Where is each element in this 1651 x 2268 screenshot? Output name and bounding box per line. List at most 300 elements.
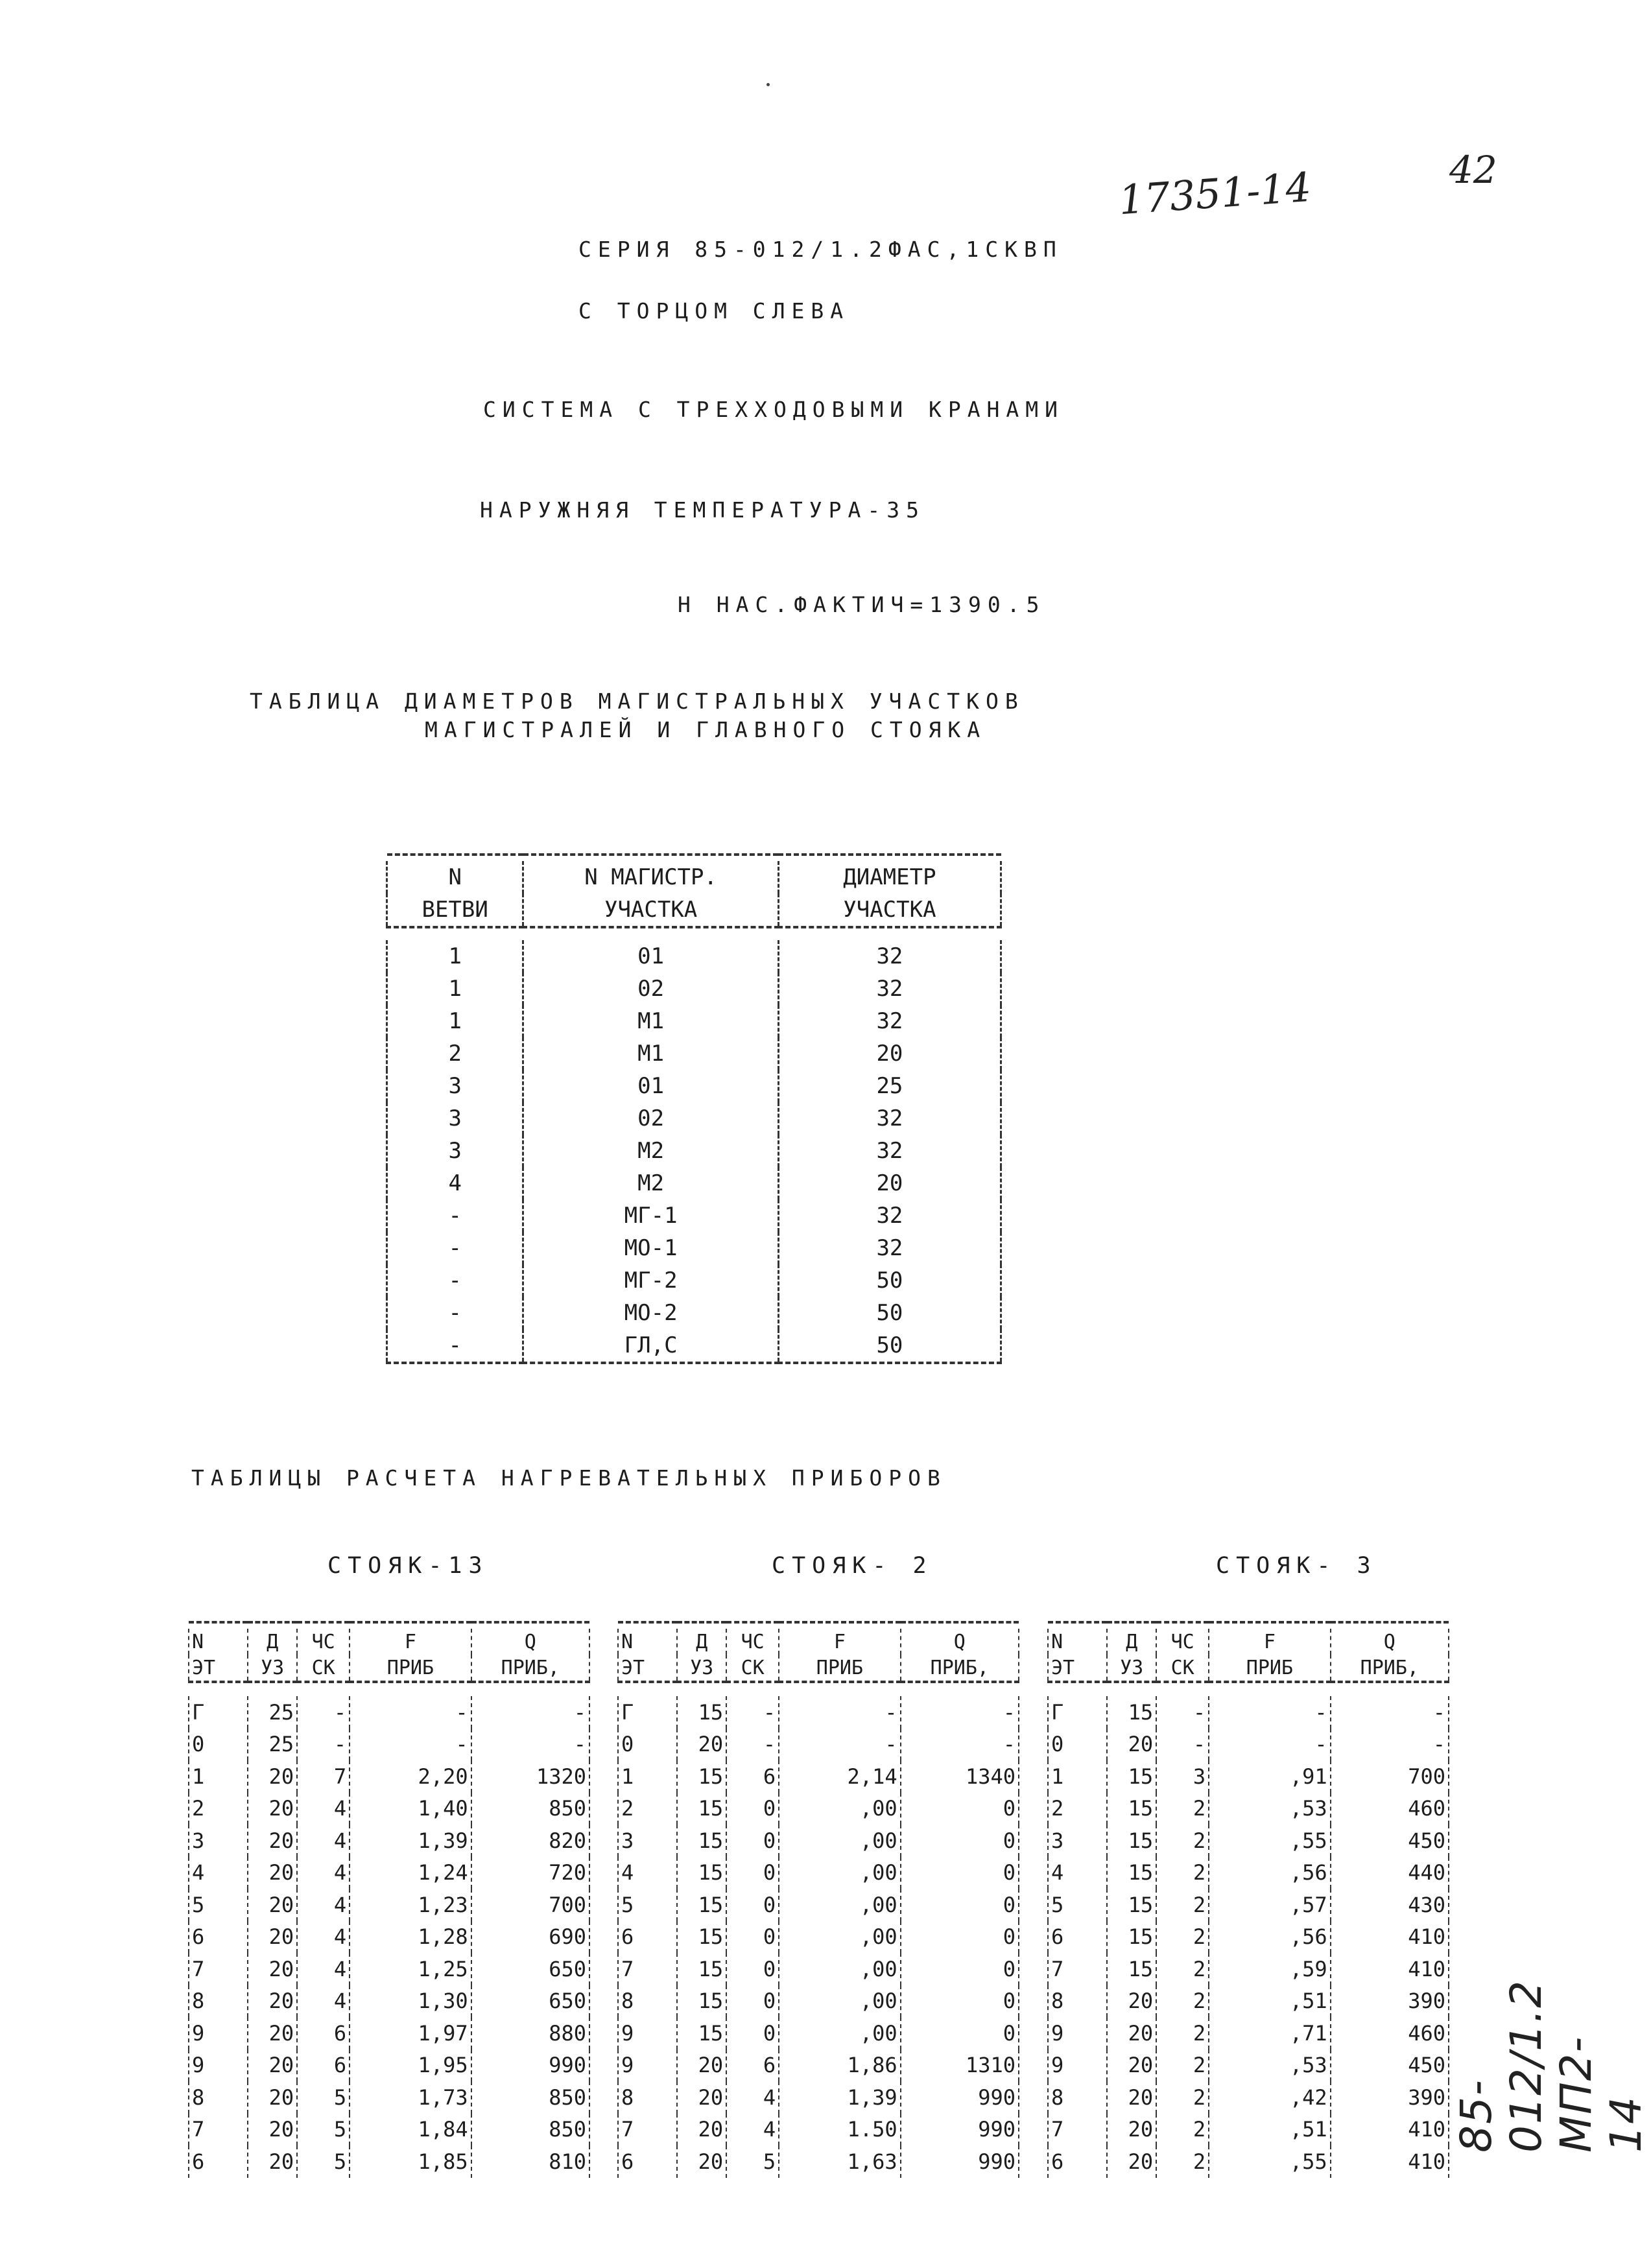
table-cell: 5 <box>189 1889 248 1921</box>
table-cell: 6 <box>189 1921 248 1954</box>
table-cell: - <box>1209 1729 1330 1761</box>
table-cell: 1.50 <box>779 2114 900 2146</box>
table-cell: 0 <box>726 1921 779 1954</box>
table-cell: 0 <box>901 1825 1019 1857</box>
table-cell: 20 <box>1107 2145 1156 2178</box>
table-cell: 6 <box>726 1760 779 1793</box>
table-cell: 9 <box>189 2017 248 2049</box>
table-cell: ,00 <box>779 1793 900 1825</box>
table-row <box>189 2145 589 2178</box>
table-cell: 8 <box>1048 2081 1107 2114</box>
table-cell: 700 <box>471 1889 589 1921</box>
table-row <box>618 1953 1019 1985</box>
table-cell: 390 <box>1331 1985 1449 2018</box>
table-cell: 5 <box>726 2145 779 2178</box>
table-cell: 4 <box>726 2114 779 2146</box>
table-cell: 15 <box>1107 1793 1156 1825</box>
table-row <box>1048 2145 1449 2178</box>
table-cell: 8 <box>618 1985 677 2018</box>
series-line: СЕРИЯ 85-012/1.2ФАС,1СКВП <box>578 237 1063 262</box>
table-cell: 1,86 <box>779 2049 900 2082</box>
table-cell: 0 <box>726 1953 779 1985</box>
table-cell: 0 <box>189 1729 248 1761</box>
table-row <box>1048 2114 1449 2146</box>
table-cell: 15 <box>677 1921 726 1954</box>
table-cell: ,42 <box>1209 2081 1330 2114</box>
table-row: - МО-2 50 <box>387 1297 1001 1329</box>
table-cell: 20 <box>1107 1729 1156 1761</box>
table-cell: 15 <box>1107 1889 1156 1921</box>
heaters-table-title: ТАБЛИЦЫ РАСЧЕТА НАГРЕВАТЕЛЬНЫХ ПРИБОРОВ <box>191 1465 947 1491</box>
table-row: - МО-1 32 <box>387 1232 1001 1264</box>
table-cell: 2 <box>1156 2049 1209 2082</box>
table-cell: 1,24 <box>350 1857 471 1889</box>
table-cell: 7 <box>297 1760 350 1793</box>
table-cell: 7 <box>618 2114 677 2146</box>
table-row <box>618 1760 1019 1793</box>
table-cell: ,57 <box>1209 1889 1330 1921</box>
table-cell: 15 <box>677 2017 726 2049</box>
table-row <box>618 2145 1019 2178</box>
table-cell: 720 <box>471 1857 589 1889</box>
table-cell: 9 <box>618 2017 677 2049</box>
table-cell: 20 <box>1107 1985 1156 2018</box>
table-cell: 15 <box>677 1696 726 1729</box>
table-cell: 990 <box>901 2081 1019 2114</box>
table-cell: 650 <box>471 1985 589 2018</box>
table-row <box>618 1729 1019 1761</box>
table-cell: 9 <box>1048 2017 1107 2049</box>
table-cell: - <box>1209 1696 1330 1729</box>
table-cell: 4 <box>297 1857 350 1889</box>
table-cell: 990 <box>901 2114 1019 2146</box>
table-row <box>618 1985 1019 2018</box>
table-cell: ,71 <box>1209 2017 1330 2049</box>
table-cell: 460 <box>1331 1793 1449 1825</box>
table-row: 4 М2 20 <box>387 1167 1001 1199</box>
table-cell: ,56 <box>1209 1857 1330 1889</box>
table-cell: - <box>779 1696 900 1729</box>
table-cell: 9 <box>618 2049 677 2082</box>
table-cell: - <box>1331 1729 1449 1761</box>
table-row <box>618 1857 1019 1889</box>
table-cell: 20 <box>1107 2017 1156 2049</box>
table-cell: 1,40 <box>350 1793 471 1825</box>
riser-13-title: СТОЯК-13 <box>327 1553 489 1579</box>
table-cell: 20 <box>248 1857 297 1889</box>
table-cell: 450 <box>1331 1825 1449 1857</box>
table-cell: ,00 <box>779 2017 900 2049</box>
table-row <box>618 2114 1019 2146</box>
table-cell: 1,30 <box>350 1985 471 2018</box>
table-cell: 15 <box>677 1760 726 1793</box>
table-row <box>189 1729 589 1761</box>
table-cell: 0 <box>901 1793 1019 1825</box>
table-cell: - <box>350 1729 471 1761</box>
table-cell: 2 <box>1156 1953 1209 1985</box>
table-cell: 15 <box>1107 1953 1156 1985</box>
table-cell: 1340 <box>901 1760 1019 1793</box>
table-cell: 1,63 <box>779 2145 900 2178</box>
table-cell: 15 <box>1107 1760 1156 1793</box>
table-cell: 990 <box>471 2049 589 2082</box>
table-cell: 3 <box>1156 1760 1209 1793</box>
table-cell: 3 <box>189 1825 248 1857</box>
table-cell: 3 <box>1048 1825 1107 1857</box>
table-row: 3 02 32 <box>387 1102 1001 1135</box>
table-cell: 700 <box>1331 1760 1449 1793</box>
riser-13-table: N Д ЧС F Q ЭТ УЗ СК ПРИБ ПРИБ, Г 25 - - - 0 25 - - - 1 20 7 2,20 1320 2 20 4 1,40 850 3 20 4 1,39 820 4 20 4 1,24 720 5 20 4 1,23 700 6 20 4 1,28 690 7 20 4 1,25 650 8 20 4 1,30 650 9 20 6 1,97 880 9 20 6 1,95 990 8 20 5 1,73 850 7 20 5 1,84 850 6 20 5 1,85 810 <box>188 1596 590 2190</box>
table-cell: 450 <box>1331 2049 1449 2082</box>
table-cell: 440 <box>1331 1857 1449 1889</box>
table-cell: 6 <box>618 2145 677 2178</box>
table-cell: 20 <box>1107 2049 1156 2082</box>
table-row: 3 01 25 <box>387 1070 1001 1102</box>
table-row <box>618 1921 1019 1954</box>
table-cell: 20 <box>248 1793 297 1825</box>
table-cell: 8 <box>1048 1985 1107 2018</box>
table-cell: 690 <box>471 1921 589 1954</box>
table-cell: - <box>901 1729 1019 1761</box>
diameter-table-title: ТАБЛИЦА ДИАМЕТРОВ МАГИСТРАЛЬНЫХ УЧАСТКОВ <box>250 689 1025 714</box>
table-cell: ,00 <box>779 1985 900 2018</box>
table-cell: ,91 <box>1209 1760 1330 1793</box>
table-cell: 20 <box>248 1953 297 1985</box>
riser-3-title: СТОЯК- 3 <box>1216 1553 1377 1579</box>
table-cell: 15 <box>677 1793 726 1825</box>
table-cell: 20 <box>677 2114 726 2146</box>
table-cell: 15 <box>677 1953 726 1985</box>
table-cell: 20 <box>677 1729 726 1761</box>
table-cell: 410 <box>1331 2114 1449 2146</box>
table-cell: 4 <box>297 1985 350 2018</box>
table-cell: 2 <box>1156 2081 1209 2114</box>
table-cell: ,00 <box>779 1953 900 1985</box>
diameter-table <box>386 829 1002 1382</box>
table-cell: 20 <box>248 1985 297 2018</box>
table-cell: - <box>726 1729 779 1761</box>
table-row <box>189 1793 589 1825</box>
table-cell: 20 <box>677 2145 726 2178</box>
table-cell: 990 <box>901 2145 1019 2178</box>
table-cell: 1 <box>1048 1760 1107 1793</box>
table-cell: 410 <box>1331 1953 1449 1985</box>
table-row <box>189 1953 589 1985</box>
header-branch-label: ВЕТВИ <box>387 893 523 927</box>
table-cell: 810 <box>471 2145 589 2178</box>
table-cell: ,00 <box>779 1825 900 1857</box>
riser-2-title: СТОЯК- 2 <box>772 1553 933 1579</box>
table-cell: 4 <box>297 1921 350 1954</box>
table-cell: 3 <box>618 1825 677 1857</box>
table-cell: - <box>901 1696 1019 1729</box>
table-row: 2 М1 20 <box>387 1037 1001 1070</box>
table-row <box>189 1696 589 1729</box>
subtitle-line: С ТОРЦОМ СЛЕВА <box>578 298 850 324</box>
table-cell: 7 <box>1048 2114 1107 2146</box>
table-cell: 850 <box>471 1793 589 1825</box>
table-cell: ,53 <box>1209 2049 1330 2082</box>
table-cell: 20 <box>677 2081 726 2114</box>
table-cell: - <box>1331 1696 1449 1729</box>
table-cell: 2 <box>1156 1889 1209 1921</box>
table-row <box>189 1985 589 2018</box>
side-stamp: 85-012/1.2 МП2-14 <box>1451 1979 1651 2153</box>
table-cell: 0 <box>726 2017 779 2049</box>
table-row <box>189 2017 589 2049</box>
table-cell: 1,25 <box>350 1953 471 1985</box>
table-cell: - <box>1156 1696 1209 1729</box>
header-main-n: N МАГИСТР. <box>523 861 778 893</box>
table-row: 1 01 32 <box>387 940 1001 973</box>
table-cell: ,00 <box>779 1857 900 1889</box>
table-cell: 7 <box>189 1953 248 1985</box>
table-cell: 20 <box>248 1889 297 1921</box>
table-cell: Г <box>618 1696 677 1729</box>
table-cell: 6 <box>618 1921 677 1954</box>
table-cell: ,56 <box>1209 1921 1330 1954</box>
table-cell: 410 <box>1331 2145 1449 2178</box>
table-cell: 1310 <box>901 2049 1019 2082</box>
table-row <box>189 1760 589 1793</box>
table-row <box>1048 2017 1449 2049</box>
table-cell: ,00 <box>779 1889 900 1921</box>
table-cell: 1,39 <box>779 2081 900 2114</box>
table-cell: 2 <box>1048 1793 1107 1825</box>
table-cell: 0 <box>726 1793 779 1825</box>
table-cell: 6 <box>189 2145 248 2178</box>
table-row <box>189 1825 589 1857</box>
table-cell: 0 <box>726 1889 779 1921</box>
table-cell: 4 <box>297 1793 350 1825</box>
table-cell: ,55 <box>1209 1825 1330 1857</box>
system-line: СИСТЕМА С ТРЕХХОДОВЫМИ КРАНАМИ <box>483 397 1065 422</box>
table-row: 1 М1 32 <box>387 1005 1001 1037</box>
header-section-label-2: УЧАСТКА <box>778 893 1001 927</box>
h-actual-line: Н НАС.ФАКТИЧ=1390.5 <box>678 592 1046 617</box>
table-cell: - <box>350 1696 471 1729</box>
table-cell: 4 <box>297 1953 350 1985</box>
table-cell: 8 <box>189 2081 248 2114</box>
table-cell: 5 <box>297 2145 350 2178</box>
table-cell: 2 <box>1156 2114 1209 2146</box>
table-cell: 4 <box>726 2081 779 2114</box>
table-cell: 20 <box>248 2145 297 2178</box>
table-cell: 1,39 <box>350 1825 471 1857</box>
table-cell: 15 <box>677 1857 726 1889</box>
table-row <box>618 2017 1019 2049</box>
table-row: - МГ-1 32 <box>387 1199 1001 1232</box>
table-row <box>1048 1985 1449 2018</box>
table-cell: 4 <box>189 1857 248 1889</box>
table-cell: 15 <box>1107 1696 1156 1729</box>
table-cell: 1,84 <box>350 2114 471 2146</box>
table-row <box>189 2049 589 2082</box>
table-row: - ГЛ,С 50 <box>387 1329 1001 1363</box>
table-cell: 0 <box>726 1985 779 2018</box>
table-row <box>618 2049 1019 2082</box>
table-cell: 820 <box>471 1825 589 1857</box>
table-row <box>189 2114 589 2146</box>
table-cell: 0 <box>901 1953 1019 1985</box>
table-row <box>1048 1825 1449 1857</box>
table-cell: 410 <box>1331 1921 1449 1954</box>
riser-3-table: N Д ЧС F Q ЭТ УЗ СК ПРИБ ПРИБ, Г 15 - - - 0 20 - - - 1 15 3 ,91 700 2 15 2 ,53 460 3 15 2 ,55 450 4 15 2 ,56 440 5 15 2 ,57 430 6 15 2 ,56 410 7 15 2 ,59 410 8 20 2 ,51 390 9 20 2 ,71 460 9 20 2 ,53 450 8 20 2 ,42 390 7 20 2 ,51 410 6 20 2 ,55 410 <box>1047 1596 1449 2190</box>
table-row <box>1048 2049 1449 2082</box>
table-cell: 4 <box>618 1857 677 1889</box>
table-row <box>618 1793 1019 1825</box>
table-cell: 2 <box>1156 1985 1209 2018</box>
table-cell: 15 <box>677 1985 726 2018</box>
table-cell: 20 <box>248 2017 297 2049</box>
table-cell: 20 <box>248 1825 297 1857</box>
table-cell: - <box>779 1729 900 1761</box>
table-cell: 20 <box>1107 2114 1156 2146</box>
table-cell: ,55 <box>1209 2145 1330 2178</box>
table-cell: 15 <box>1107 1921 1156 1954</box>
table-cell: 850 <box>471 2114 589 2146</box>
table-cell: 5 <box>297 2114 350 2146</box>
table-cell: 20 <box>1107 2081 1156 2114</box>
table-cell: 20 <box>248 2081 297 2114</box>
table-row <box>1048 1729 1449 1761</box>
table-cell: 1,28 <box>350 1921 471 1954</box>
table-cell: 20 <box>677 2049 726 2082</box>
table-cell: 2 <box>1156 1793 1209 1825</box>
table-cell: 20 <box>248 1921 297 1954</box>
riser-2-table: N Д ЧС F Q ЭТ УЗ СК ПРИБ ПРИБ, Г 15 - - - 0 20 - - - 1 15 6 2,14 1340 2 15 0 ,00 0 3 15 0 ,00 0 4 15 0 ,00 0 5 15 0 ,00 0 6 15 0 ,00 0 7 15 0 ,00 0 8 15 0 ,00 0 9 15 0 ,00 0 9 20 6 1,86 1310 8 20 4 1,39 990 7 20 4 1.50 990 6 20 5 1,63 990 <box>617 1596 1019 2190</box>
table-cell: 5 <box>618 1889 677 1921</box>
table-cell: Г <box>1048 1696 1107 1729</box>
table-cell: 2,14 <box>779 1760 900 1793</box>
table-cell: - <box>471 1696 589 1729</box>
table-cell: 7 <box>618 1953 677 1985</box>
table-cell: 20 <box>248 2049 297 2082</box>
outdoor-temperature-line: НАРУЖНЯЯ ТЕМПЕРАТУРА-35 <box>480 497 925 523</box>
table-cell: Г <box>189 1696 248 1729</box>
table-cell: 6 <box>1048 2145 1107 2178</box>
page-number: 42 <box>1449 148 1497 192</box>
table-cell: 430 <box>1331 1889 1449 1921</box>
table-row <box>1048 1857 1449 1889</box>
table-cell: - <box>297 1729 350 1761</box>
header-branch-n: N <box>387 861 523 893</box>
table-cell: 1,97 <box>350 2017 471 2049</box>
table-row <box>1048 1696 1449 1729</box>
table-row <box>1048 1889 1449 1921</box>
table-cell: 15 <box>677 1889 726 1921</box>
table-cell: 0 <box>901 1921 1019 1954</box>
table-cell: 5 <box>1048 1889 1107 1921</box>
table-cell: 2 <box>1156 1921 1209 1954</box>
table-cell: - <box>471 1729 589 1761</box>
table-cell: 850 <box>471 2081 589 2114</box>
diameter-table-subtitle: МАГИСТРАЛЕЙ И ГЛАВНОГО СТОЯКА <box>425 717 987 742</box>
table-cell: - <box>726 1696 779 1729</box>
table-cell: 25 <box>248 1729 297 1761</box>
table-cell: 0 <box>618 1729 677 1761</box>
table-cell: - <box>297 1696 350 1729</box>
table-cell: - <box>1156 1729 1209 1761</box>
table-cell: 1,95 <box>350 2049 471 2082</box>
table-cell: 4 <box>297 1889 350 1921</box>
table-row <box>189 1921 589 1954</box>
table-cell: 650 <box>471 1953 589 1985</box>
table-row <box>1048 1921 1449 1954</box>
table-cell: 1 <box>189 1760 248 1793</box>
header-section-label: УЧАСТКА <box>523 893 778 927</box>
table-row <box>189 1889 589 1921</box>
table-row: - МГ-2 50 <box>387 1264 1001 1297</box>
table-row <box>189 2081 589 2114</box>
table-cell: 390 <box>1331 2081 1449 2114</box>
table-cell: 1320 <box>471 1760 589 1793</box>
document-number-handwritten: 17351-14 <box>1117 163 1313 224</box>
table-cell: 6 <box>726 2049 779 2082</box>
table-cell: ,53 <box>1209 1793 1330 1825</box>
table-cell: 9 <box>1048 2049 1107 2082</box>
table-cell: 20 <box>248 2114 297 2146</box>
table-cell: 1,73 <box>350 2081 471 2114</box>
table-cell: 2 <box>1156 2017 1209 2049</box>
table-cell: 0 <box>901 1889 1019 1921</box>
table-cell: ,59 <box>1209 1953 1330 1985</box>
table-cell: 1,23 <box>350 1889 471 1921</box>
table-cell: 6 <box>1048 1921 1107 1954</box>
table-row: 1 02 32 <box>387 973 1001 1005</box>
table-cell: 15 <box>1107 1857 1156 1889</box>
table-cell: 2 <box>1156 1857 1209 1889</box>
table-cell: 15 <box>677 1825 726 1857</box>
table-row <box>189 1857 589 1889</box>
table-cell: 6 <box>297 2049 350 2082</box>
table-cell: 0 <box>901 1857 1019 1889</box>
table-cell: 0 <box>726 1857 779 1889</box>
table-cell: 0 <box>726 1825 779 1857</box>
table-cell: 4 <box>1048 1857 1107 1889</box>
header-diameter: ДИАМЕТР <box>778 861 1001 893</box>
table-cell: ,00 <box>779 1921 900 1954</box>
table-cell: 15 <box>1107 1825 1156 1857</box>
table-row: 3 М2 32 <box>387 1135 1001 1167</box>
table-row <box>1048 1953 1449 1985</box>
table-cell: 0 <box>901 2017 1019 2049</box>
table-cell: 20 <box>248 1760 297 1793</box>
table-cell: 1,85 <box>350 2145 471 2178</box>
table-cell: 2 <box>1156 1825 1209 1857</box>
table-row <box>618 1825 1019 1857</box>
table-row <box>1048 1793 1449 1825</box>
table-cell: 460 <box>1331 2017 1449 2049</box>
table-row <box>618 1696 1019 1729</box>
table-cell: 0 <box>1048 1729 1107 1761</box>
table-row <box>1048 1760 1449 1793</box>
table-cell: 2,20 <box>350 1760 471 1793</box>
table-cell: 880 <box>471 2017 589 2049</box>
table-cell: 4 <box>297 1825 350 1857</box>
scan-speck <box>766 83 770 86</box>
table-cell: 7 <box>189 2114 248 2146</box>
table-row <box>618 1889 1019 1921</box>
table-cell: 2 <box>189 1793 248 1825</box>
table-cell: ,51 <box>1209 2114 1330 2146</box>
table-row <box>1048 2081 1449 2114</box>
table-cell: 5 <box>297 2081 350 2114</box>
table-cell: 8 <box>618 2081 677 2114</box>
table-cell: 9 <box>189 2049 248 2082</box>
table-cell: 1 <box>618 1760 677 1793</box>
table-cell: 0 <box>901 1985 1019 2018</box>
